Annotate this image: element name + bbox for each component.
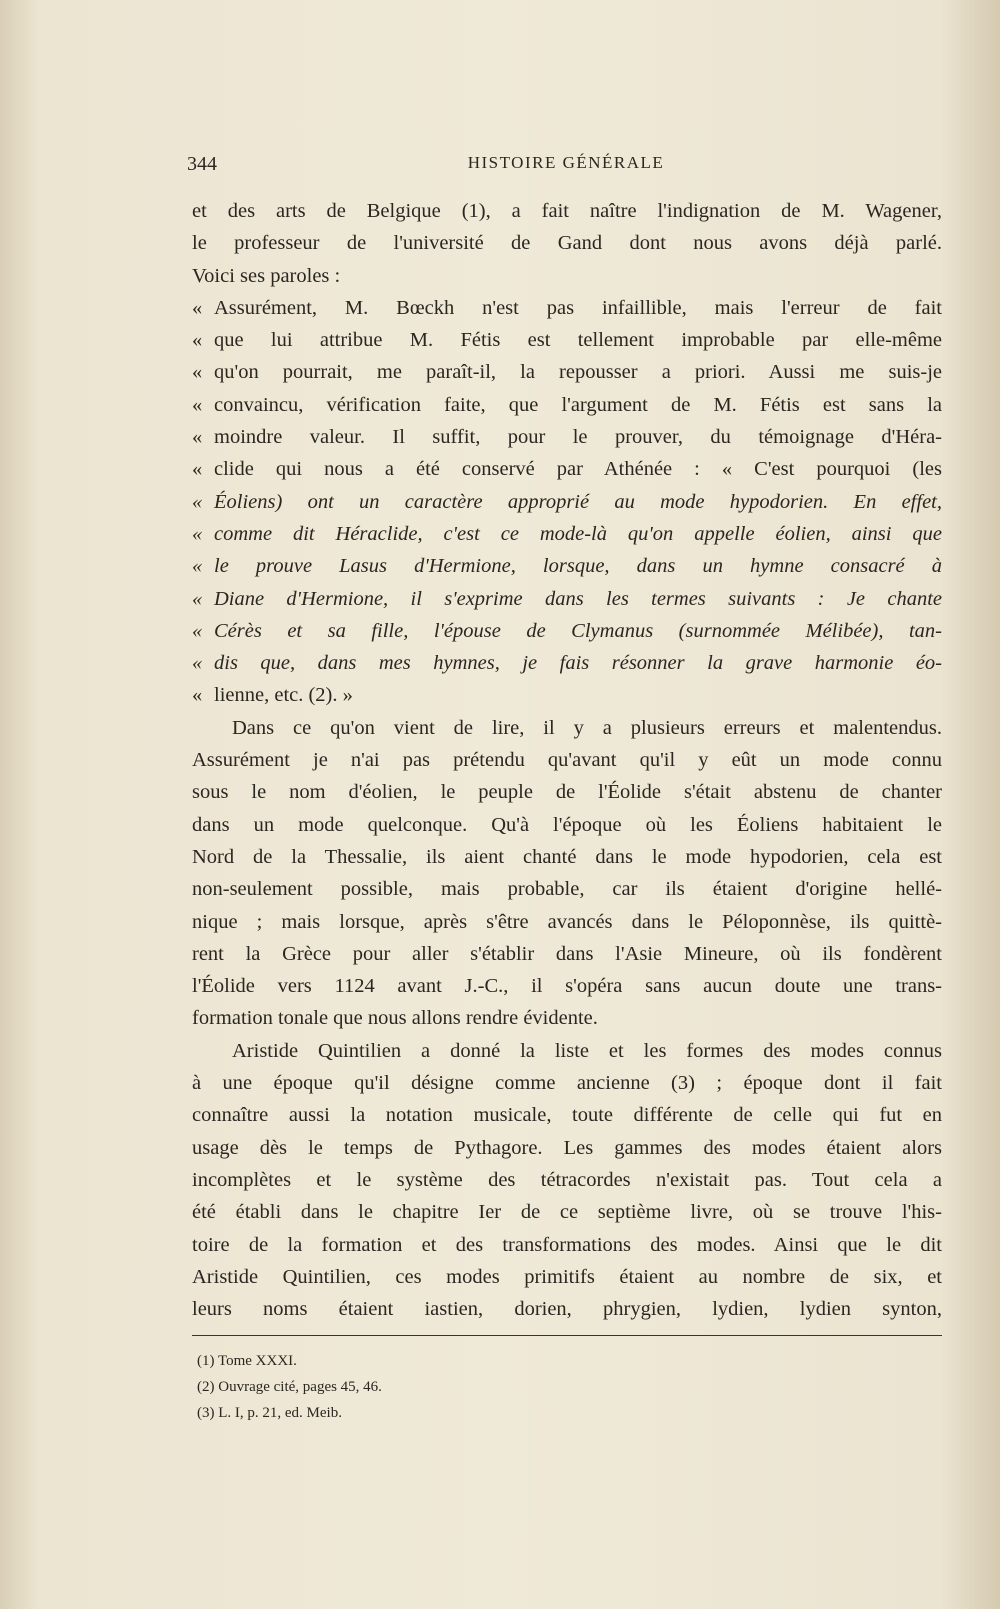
footnote: (2) Ouvrage cité, pages 45, 46. [197,1379,382,1395]
quote-text: clide qui nous a été conservé par Athénée : « C'est pourquoi (les [214,458,942,481]
quote-text: que lui attribue M. Fétis est tellement improbable par elle-même [214,329,942,352]
text-line: été établi dans le chapitre Ier de ce septième livre, où se trouve l'his- [192,1201,942,1224]
quote-mark: « [192,296,203,319]
text-line: toire de la formation et des transformations des modes. Ainsi que le dit [192,1233,942,1256]
text-line: Aristide Quintilien, ces modes primitifs étaient au nombre de six, et [192,1265,942,1288]
footnotes [197,1348,597,1426]
text-line: Assurément je n'ai pas prétendu qu'avant qu'il y eût un mode connu [192,749,942,772]
text-line: leurs noms étaient iastien, dorien, phrygien, lydien, lydien synton, [192,1298,942,1321]
footnote: (1) Tome XXXI. [197,1353,297,1369]
quotation-block [192,292,942,712]
quote-mark: « [192,684,203,707]
text-line: non-seulement possible, mais probable, car ils étaient d'origine hellé- [192,878,942,901]
quote-text: lienne, etc. (2). » [214,684,353,707]
text-line: connaître aussi la notation musicale, toute différente de celle qui fut en [192,1104,942,1127]
page-number: 344 [187,153,217,175]
quote-line [192,550,942,582]
quote-mark: « [192,490,203,513]
quote-mark: « [192,361,203,384]
text-line: sous le nom d'éolien, le peuple de l'Éolide s'était abstenu de chanter [192,781,942,804]
quote-text: Cérès et sa fille, l'épouse de Clymanus (surnommée Mélibée), tan- [214,619,942,642]
quote-line [192,486,942,518]
quote-text: Éoliens) ont un caractère approprié au mode hypodorien. En effet, [214,490,942,513]
quote-text: le prouve Lasus d'Hermione, lorsque, dans un hymne consacré à [214,555,942,578]
text-line: rent la Grèce pour aller s'établir dans l'Asie Mineure, où ils fondèrent [192,942,942,965]
text-line: le professeur de l'université de Gand dont nous avons déjà parlé. [192,232,942,255]
quote-line [192,615,942,647]
footnote-rule [192,1335,942,1336]
text-line: dans un mode quelconque. Qu'à l'époque où les Éoliens habitaient le [192,813,942,836]
quote-text: moindre valeur. Il suffit, pour le prouver, du témoignage d'Héra- [214,426,942,449]
page-header [187,150,945,180]
text-line: à une époque qu'il désigne comme ancienne (3) ; époque dont il fait [192,1072,942,1095]
text-line: et des arts de Belgique (1), a fait naître l'indignation de M. Wagener, [192,200,942,222]
quote-line [192,453,942,485]
quote-line [192,583,942,615]
quote-mark: « [192,329,203,352]
running-title: HISTOIRE GÉNÉRALE [467,153,665,172]
quote-mark: « [192,426,203,449]
quote-text: convaincu, vérification faite, que l'argument de M. Fétis est sans la [214,393,942,416]
paragraph [192,1035,942,1326]
quote-text: dis que, dans mes hymnes, je fais résonner la grave harmonie éo- [214,652,942,675]
text-line: usage dès le temps de Pythagore. Les gammes des modes étaient alors [192,1136,942,1159]
quote-mark: « [192,458,203,481]
paragraph [192,712,942,1035]
quote-line [192,647,942,679]
quote-line [192,421,942,453]
quote-line [192,389,942,421]
quote-mark: « [192,652,203,675]
quote-text: Assurément, M. Bœckh n'est pas infaillible, mais l'erreur de fait [214,296,942,319]
quote-mark: « [192,619,203,642]
text-line: Voici ses paroles : [192,264,341,287]
body-text [192,195,942,1325]
quote-mark: « [192,555,203,578]
quote-line [192,356,942,388]
text-line: Nord de la Thessalie, ils aient chanté dans le mode hypodorien, cela est [192,845,942,868]
quote-mark: « [192,393,203,416]
text-line: l'Éolide vers 1124 avant J.-C., il s'opéra sans aucun doute une trans- [192,975,942,998]
quote-line [192,679,942,711]
text-line: nique ; mais lorsque, après s'être avancés dans le Péloponnèse, ils quittè- [192,910,942,933]
text-line: incomplètes et le système des tétracordes n'existait pas. Tout cela a [192,1168,942,1191]
quote-text: comme dit Héraclide, c'est ce mode-là qu'on appelle éolien, ainsi que [214,522,942,545]
quote-text: qu'on pourrait, me paraît-il, la repousser a priori. Aussi me suis-je [214,361,942,384]
quote-line [192,292,942,324]
quote-text: Diane d'Hermione, il s'exprime dans les termes suivants : Je chante [214,587,942,610]
footnote: (3) L. I, p. 21, ed. Meib. [197,1405,342,1421]
quote-line [192,518,942,550]
text-line: formation tonale que nous allons rendre évidente. [192,1007,598,1030]
quote-mark: « [192,587,203,610]
quote-mark: « [192,522,203,545]
text-line: Aristide Quintilien a donné la liste et les formes des modes connus [232,1039,942,1062]
text-line: Dans ce qu'on vient de lire, il y a plusieurs erreurs et malentendus. [232,716,942,739]
quote-line [192,324,942,356]
